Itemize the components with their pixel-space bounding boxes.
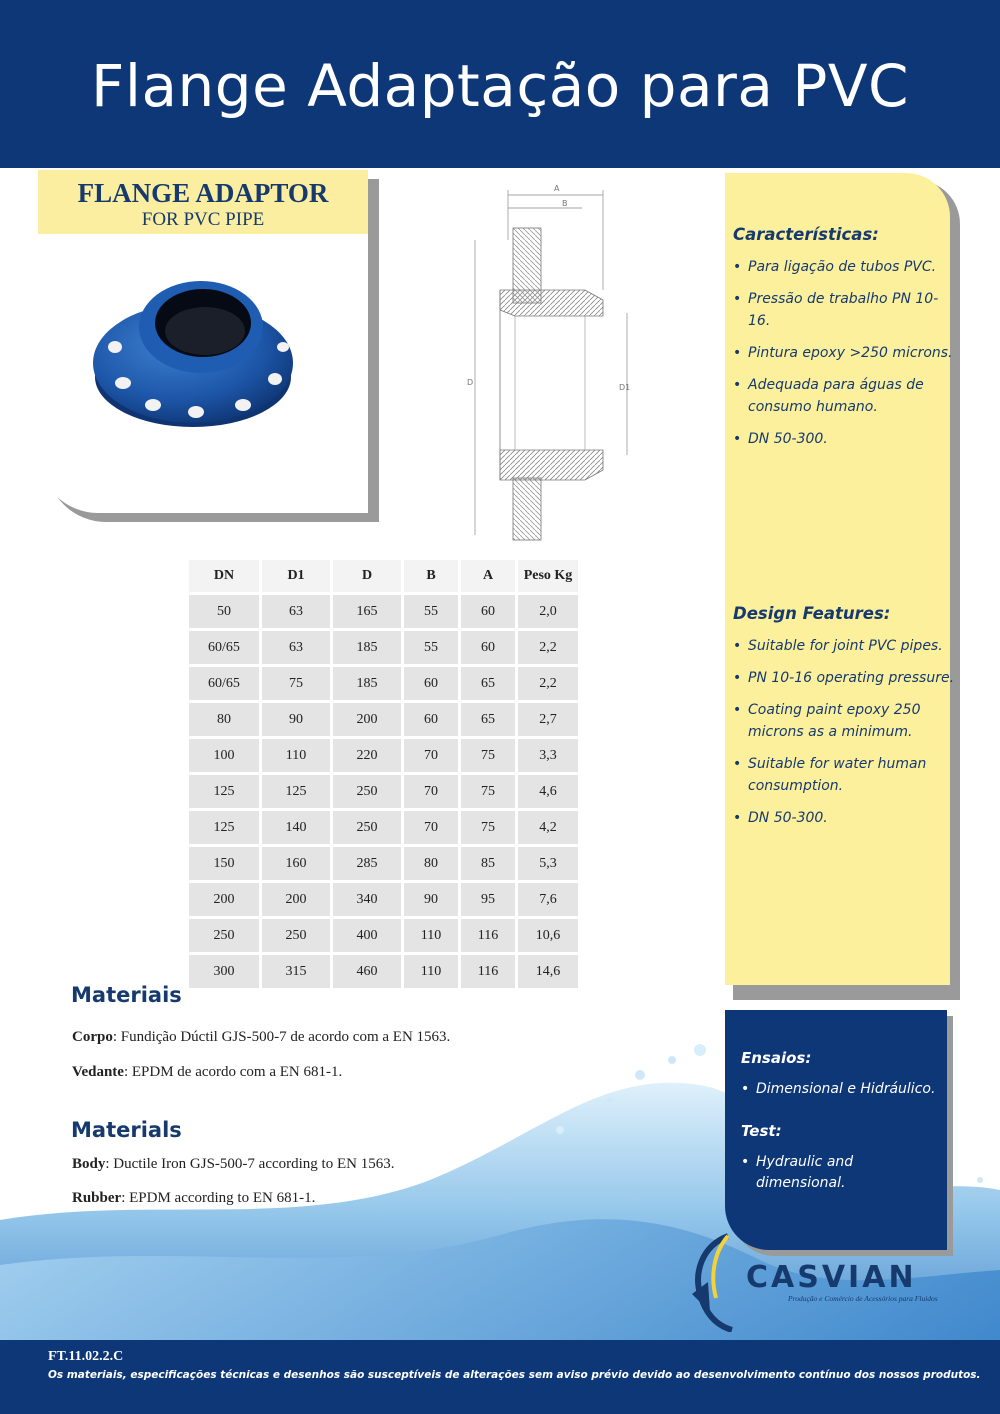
table-cell: 50 [189, 595, 259, 628]
table-cell: 70 [404, 775, 458, 808]
table-cell: 5,3 [518, 847, 578, 880]
test-panel [725, 1010, 947, 1250]
materiais-seal-text: : EPDM de acordo com a EN 681-1. [123, 1064, 343, 1080]
table-cell: 7,6 [518, 883, 578, 916]
flange-adaptor-photo-icon [93, 265, 308, 435]
table-header: B [404, 560, 458, 592]
table-cell: 4,2 [518, 811, 578, 844]
dim-label-d1: D1 [619, 383, 631, 392]
document-code: FT.11.02.2.C [48, 1349, 124, 1364]
list-item: • PN 10-16 operating pressure. [733, 667, 958, 689]
design-features-list [733, 635, 958, 839]
dim-label-a: A [554, 184, 560, 193]
materiais-seal-line [72, 1064, 342, 1081]
table-cell: 60/65 [189, 631, 259, 664]
table-cell: 100 [189, 739, 259, 772]
header-band [0, 0, 1000, 168]
table-header: D1 [262, 560, 330, 592]
table-row [189, 883, 578, 916]
dim-label-b: B [562, 199, 568, 208]
product-card-title: FLANGE ADAPTOR [77, 178, 329, 208]
table-cell: 250 [333, 775, 401, 808]
table-cell: 75 [262, 667, 330, 700]
table-cell: 55 [404, 631, 458, 664]
materials-heading: Materials [71, 1118, 182, 1142]
materials-body-line [72, 1156, 394, 1173]
table-cell: 340 [333, 883, 401, 916]
table-cell: 160 [262, 847, 330, 880]
table-cell: 60 [461, 595, 515, 628]
table-cell: 220 [333, 739, 401, 772]
table-cell: 80 [189, 703, 259, 736]
materials-body-text: : Ductile Iron GJS-500-7 according to EN 1563. [105, 1156, 395, 1172]
design-features-heading: Design Features: [733, 604, 891, 623]
table-cell: 460 [333, 955, 401, 988]
materials-seal-label: Rubber [72, 1190, 122, 1206]
table-cell: 125 [262, 775, 330, 808]
table-cell: 2,0 [518, 595, 578, 628]
table-row [189, 703, 578, 736]
list-item: • Adequada para águas de consumo humano. [733, 374, 958, 418]
table-row [189, 919, 578, 952]
table-cell: 65 [461, 667, 515, 700]
table-cell: 400 [333, 919, 401, 952]
table-row [189, 775, 578, 808]
table-cell: 55 [404, 595, 458, 628]
casvian-logo-wordmark: CASVIAN [746, 1260, 917, 1295]
features-panel [725, 173, 955, 985]
table-row [189, 667, 578, 700]
table-cell: 70 [404, 811, 458, 844]
table-cell: 300 [189, 955, 259, 988]
table-cell: 60/65 [189, 667, 259, 700]
dimensions-table [186, 557, 581, 991]
table-cell: 200 [333, 703, 401, 736]
table-cell: 75 [461, 811, 515, 844]
table-row [189, 811, 578, 844]
table-header: D [333, 560, 401, 592]
table-cell: 185 [333, 631, 401, 664]
table-row [189, 631, 578, 664]
table-row [189, 847, 578, 880]
table-cell: 110 [404, 919, 458, 952]
list-item: • Hydraulic and dimensional. [741, 1152, 941, 1194]
ensaios-heading: Ensaios: [741, 1049, 812, 1067]
table-header: DN [189, 560, 259, 592]
table-cell: 65 [461, 703, 515, 736]
dim-label-d: D [467, 378, 474, 387]
page-title: Flange Adaptação para PVC [90, 52, 909, 120]
table-cell: 80 [404, 847, 458, 880]
technical-drawing [455, 180, 655, 545]
list-item: • DN 50-300. [733, 428, 958, 450]
table-cell: 125 [189, 775, 259, 808]
table-cell: 60 [404, 667, 458, 700]
table-cell: 200 [262, 883, 330, 916]
table-cell: 60 [404, 703, 458, 736]
materials-body-label: Body [72, 1156, 106, 1172]
table-cell: 75 [461, 739, 515, 772]
table-cell: 150 [189, 847, 259, 880]
table-cell: 185 [333, 667, 401, 700]
table-cell: 75 [461, 775, 515, 808]
table-cell: 110 [262, 739, 330, 772]
table-header: A [461, 560, 515, 592]
materiais-seal-label: Vedante [72, 1064, 124, 1080]
list-item: • DN 50-300. [733, 807, 958, 829]
table-cell: 10,6 [518, 919, 578, 952]
list-item: • Para ligação de tubos PVC. [733, 256, 958, 278]
table-cell: 165 [333, 595, 401, 628]
materiais-body-text: : Fundição Dúctil GJS-500-7 de acordo com a EN 1563. [112, 1029, 451, 1045]
table-cell: 85 [461, 847, 515, 880]
characteristics-heading: Características: [733, 225, 879, 244]
table-cell: 70 [404, 739, 458, 772]
test-heading: Test: [741, 1122, 782, 1140]
table-cell: 250 [189, 919, 259, 952]
materiais-heading: Materiais [71, 983, 182, 1007]
list-item: • Suitable for water human consumption. [733, 753, 958, 797]
ensaios-list [741, 1079, 941, 1100]
casvian-logo-tagline: Produção e Comércio de Acessórios para Fluidos [788, 1294, 938, 1303]
materiais-body-line [72, 1029, 450, 1046]
table-cell: 4,6 [518, 775, 578, 808]
dimensions-table-body [189, 595, 578, 988]
table-cell: 285 [333, 847, 401, 880]
table-cell: 2,2 [518, 631, 578, 664]
table-row [189, 955, 578, 988]
table-cell: 116 [461, 919, 515, 952]
table-header: Peso Kg [518, 560, 578, 592]
table-header-row [189, 560, 578, 592]
table-row [189, 739, 578, 772]
table-cell: 250 [333, 811, 401, 844]
product-card-subtitle: FOR PVC PIPE [141, 209, 265, 230]
table-cell: 90 [262, 703, 330, 736]
list-item: • Pressão de trabalho PN 10-16. [733, 288, 958, 332]
characteristics-list [733, 256, 958, 460]
table-cell: 250 [262, 919, 330, 952]
table-cell: 116 [461, 955, 515, 988]
test-list [741, 1152, 941, 1194]
table-cell: 315 [262, 955, 330, 988]
list-item: • Dimensional e Hidráulico. [741, 1079, 941, 1100]
table-cell: 140 [262, 811, 330, 844]
table-cell: 63 [262, 595, 330, 628]
materiais-body-label: Corpo [72, 1029, 113, 1045]
footer-disclaimer: Os materiais, especificações técnicas e desenhos são susceptíveis de alterações sem aviso prévio devido ao desenvolvimento contínuo dos nossos produtos. [48, 1369, 981, 1381]
table-cell: 3,3 [518, 739, 578, 772]
table-row [189, 595, 578, 628]
table-cell: 60 [461, 631, 515, 664]
list-item: • Pintura epoxy >250 microns. [733, 342, 958, 364]
product-card [38, 170, 368, 513]
table-cell: 2,7 [518, 703, 578, 736]
table-cell: 200 [189, 883, 259, 916]
table-cell: 125 [189, 811, 259, 844]
table-cell: 14,6 [518, 955, 578, 988]
table-cell: 95 [461, 883, 515, 916]
list-item: • Coating paint epoxy 250 microns as a minimum. [733, 699, 958, 743]
materials-seal-text: : EPDM according to EN 681-1. [121, 1190, 316, 1206]
list-item: • Suitable for joint PVC pipes. [733, 635, 958, 657]
table-cell: 110 [404, 955, 458, 988]
table-cell: 90 [404, 883, 458, 916]
materials-seal-line [72, 1190, 315, 1207]
casvian-logo-icon [688, 1232, 748, 1332]
table-cell: 2,2 [518, 667, 578, 700]
table-cell: 63 [262, 631, 330, 664]
